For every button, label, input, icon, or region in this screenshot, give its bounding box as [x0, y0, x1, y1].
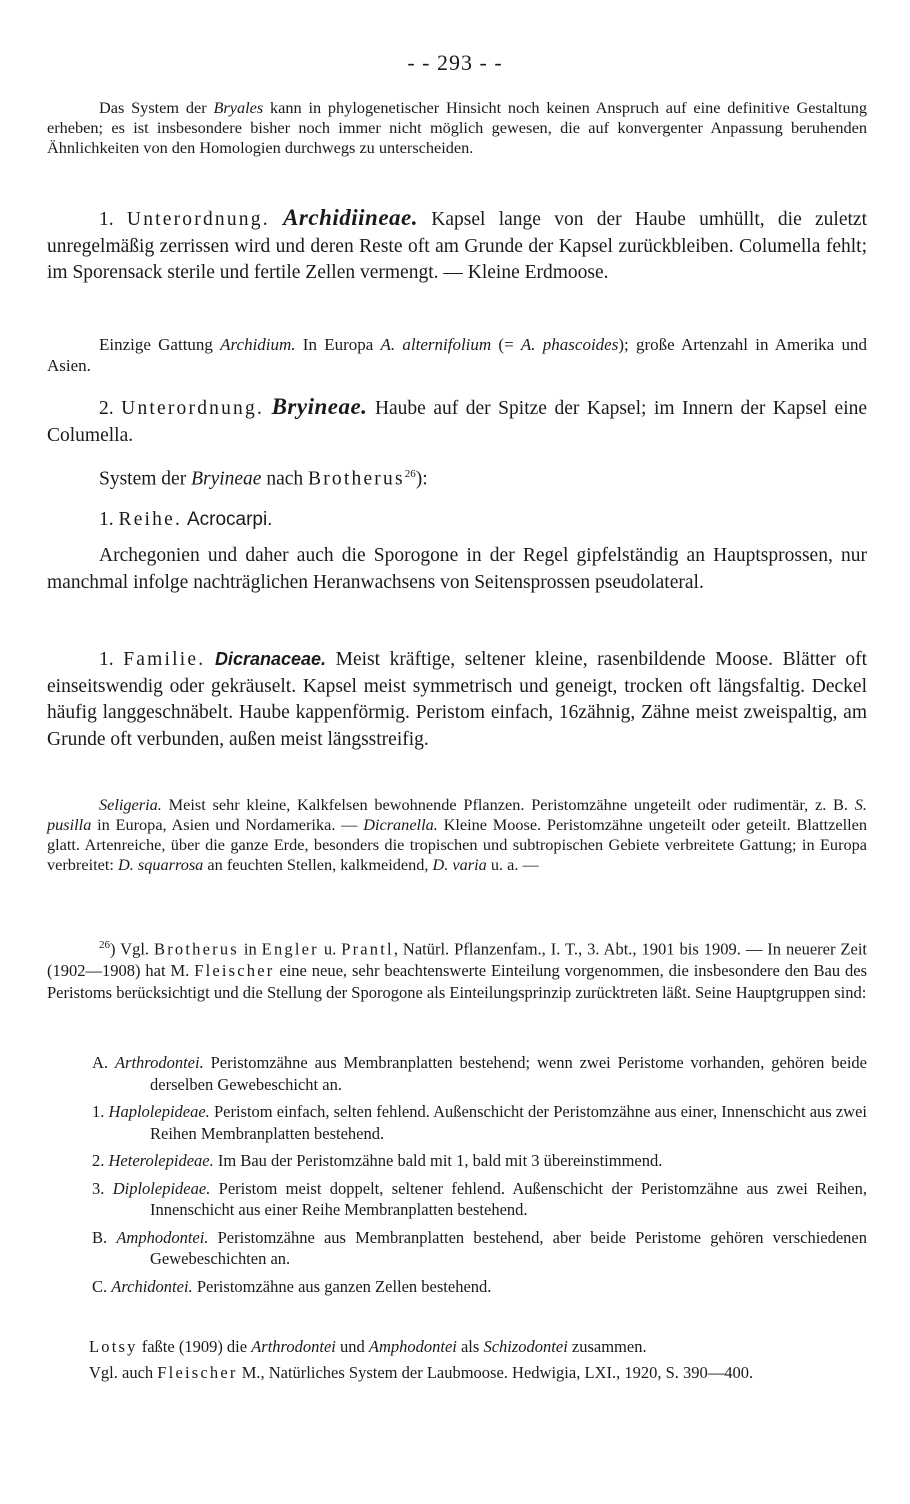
family-paragraph: 1. Familie. Dicranaceae. Meist kräftige, seltener kleine, rasenbildende Moose. Blätter oft einseitswendig oder gekräuselt. Kapsel meist symmetrisch und geneigt, trocken oft längsfaltig. Deckel häufig langgeschnäbelt. Haube kappenförmig. Peristom einfach, 16zähnig, Zähne meist zweispaltig, am Grunde oft verbunden, außen meist längsstreifig. [47, 649, 868, 750]
lotsy-paragraph: Lotsy faßte (1909) die Arthrodontei und Amphodontei als Schizodontei zusammen. [89, 1337, 647, 1356]
suborder-2-paragraph: 2. Unterordnung. Bryineae. Haube auf der Spitze der Kapsel; im Innern der Kapsel eine Columella. [47, 394, 868, 446]
page-number-value: 293 [437, 50, 473, 75]
reference-paragraph: Vgl. auch Fleischer M., Natürliches System der Laubmoose. Hedwigia, LXI., 1920, S. 390—400. [89, 1363, 754, 1382]
series-heading: 1. Reihe. Acrocarpi. [99, 509, 273, 530]
genera-paragraph: Seligeria. Meist sehr kleine, Kalkfelsen bewohnende Pflanzen. Peristomzähne ungeteilt oder rudimentär, z. B. S. pusilla in Europa, Asien und Nordamerika. — Dicranella. Kleine Moose. Peristomzähne ungeteilt oder geteilt. Blattzellen glatt. Artenreiche, über die ganze Erde, besonders die tropischen und subtropischen Gebiete verbreitete Gattung; in Europa verbreitet: D. squarrosa an feuchten Stellen, kalkmeidend, D. varia u. a. — [47, 795, 867, 874]
series-name: Acrocarpi. [186, 509, 273, 530]
suborder-1-name: Archidiineae. [283, 205, 418, 230]
intro-paragraph: Das System der Bryales kann in phylogenetischer Hinsicht noch keinen Anspruch auf eine definitive Gestaltung erheben; es ist insbesondere bisher noch immer nicht möglich gewesen, die auf konvergenter Anpassung beruhenden Ähnlichkeiten von den Homologien durchwegs zu unterscheiden. [47, 98, 868, 157]
list-item: 3. Diplolepideae. Peristom meist doppelt, seltener fehlend. Außenschicht der Peristomzähne aus zwei Reihen, Innenschicht aus einer Reihe Membranplatten bestehend. [92, 1178, 868, 1219]
list-item: C. Archidontei. Peristomzähne aus ganzen Zellen bestehend. [92, 1276, 492, 1296]
list-item: A. Arthrodontei. Peristomzähne aus Membranplatten bestehend; wenn zwei Peristome vorhanden, gehören beide derselben Gewebeschicht an. [92, 1053, 867, 1094]
page-number-dash-right: - - [479, 50, 503, 75]
page-number [0, 50, 910, 76]
peristome-groups-list [92, 1052, 867, 1299]
list-item: 1. Haplolepideae. Peristom einfach, selten fehlend. Außenschicht der Peristomzähne aus einer, Innenschicht aus zwei Reihen Membranplatten bestehend. [92, 1102, 867, 1143]
suborder-1-note: Einzige Gattung Archidium. In Europa A. alternifolium (= A. phascoides); große Artenzahl in Amerika und Asien. [47, 335, 867, 375]
list-item: B. Amphodontei. Peristomzähne aus Membranplatten bestehend, aber beide Peristome gehören verschiedenen Gewebeschichten an. [92, 1227, 868, 1268]
footnote-26: $^{26}$) Vgl. Brotherus in Engler u. Prantl, Natürl. Pflanzenfam., I. T., 3. Abt., 1901 bis 1909. — In neuerer Zeit (1902—1908) hat M. Fleischer eine neue, sehr beachtenswerte Einteilung vorgenommen, die insbesondere den Bau des Peristoms berücksichtigt und die Stellung der Sporogone als Einteilungsprinzip zurücktreten läßt. Seine Hauptgruppen sind: [47, 939, 868, 1002]
system-heading: System der Bryineae nach Brotherus$^{26}$): [99, 468, 428, 490]
page-number-dash-left: - - [407, 50, 431, 75]
family-name: Dicranaceae. [214, 649, 327, 669]
suborder-1-paragraph: 1. Unterordnung. Archidiineae. Kapsel lange von der Haube umhüllt, die zuletzt unregelmäßig zerrissen wird und deren Reste oft am Grunde der Kapsel zurückbleiben. Columella fehlt; im Sporensack sterile und fertile Zellen vermengt. — Kleine Erdmoose. [47, 205, 867, 283]
list-item: 2. Heterolepideae. Im Bau der Peristomzähne bald mit 1, bald mit 3 übereinstimmend. [92, 1151, 663, 1170]
series-description: Archegonien und daher auch die Sporogone in der Regel gipfelständig an Hauptsprossen, nur manchmal infolge nachträglichen Heranwachsens von Seitensprossen pseudolateral. [47, 545, 867, 593]
suborder-2-name: Bryineae. [271, 394, 368, 419]
